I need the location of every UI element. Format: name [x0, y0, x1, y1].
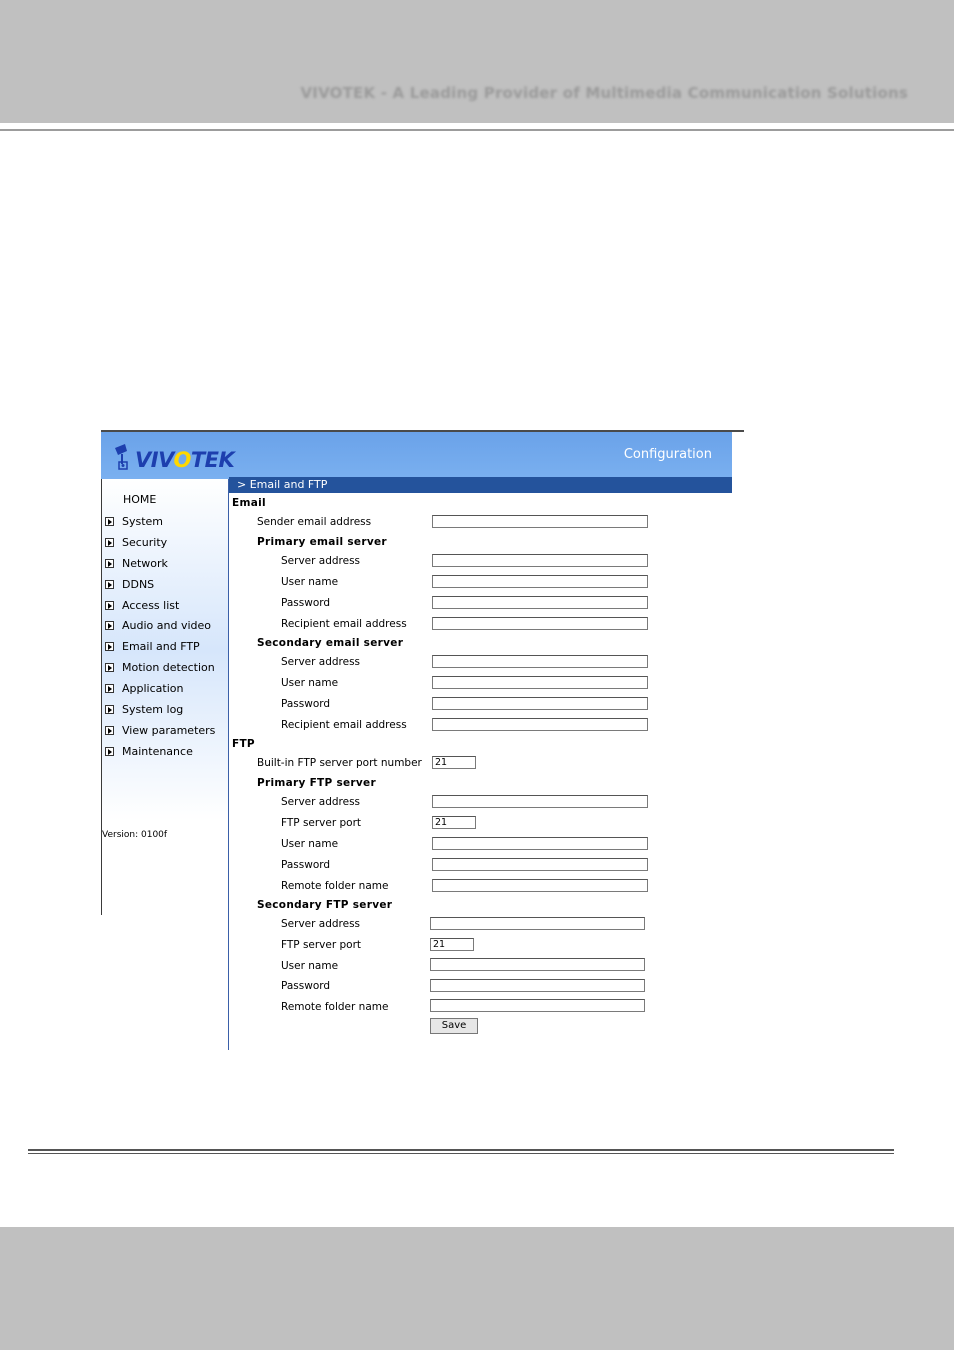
nav-item-ddns[interactable]	[105, 576, 154, 592]
primary-ftp-port-label: FTP server port	[281, 817, 362, 829]
footer-rule	[28, 1149, 894, 1151]
secondary-ftp-password-input[interactable]	[430, 979, 645, 992]
arrow-bullet-icon	[105, 705, 114, 714]
nav-item-network[interactable]	[105, 555, 168, 571]
secondary-email-password-input[interactable]	[432, 697, 648, 710]
primary-ftp-user-label: User name	[281, 838, 339, 850]
arrow-bullet-icon	[105, 538, 114, 547]
nav-label: Access list	[122, 598, 180, 612]
secondary-ftp-server-input[interactable]	[430, 917, 645, 930]
sender-email-label: Sender email address	[257, 516, 372, 528]
nav-label: View parameters	[122, 723, 216, 737]
camera-logo-icon	[113, 442, 135, 470]
primary-email-server-label: Server address	[281, 555, 361, 567]
ftp-heading: FTP	[232, 738, 255, 750]
secondary-email-user-input[interactable]	[432, 676, 648, 689]
secondary-ftp-password-label: Password	[281, 980, 331, 992]
nav-item-view-parameters[interactable]	[105, 722, 215, 738]
nav-item-access-list[interactable]	[105, 597, 179, 613]
secondary-recipient-label: Recipient email address	[281, 719, 407, 731]
primary-recipient-label: Recipient email address	[281, 618, 407, 630]
footer-rule-thin	[28, 1153, 894, 1154]
secondary-ftp-heading: Secondary FTP server	[257, 899, 393, 911]
primary-ftp-folder-input[interactable]	[432, 879, 648, 892]
section-title-bar: > Email and FTP	[229, 477, 732, 493]
nav-label: Security	[122, 535, 168, 549]
secondary-email-user-label: User name	[281, 677, 339, 689]
nav-label: DDNS	[122, 577, 155, 591]
page-header-band	[0, 0, 954, 123]
primary-email-password-input[interactable]	[432, 596, 648, 609]
arrow-bullet-icon	[105, 580, 114, 589]
builtin-ftp-port-label: Built-in FTP server port number	[257, 757, 422, 769]
banner-top-edge	[732, 430, 744, 432]
primary-email-heading: Primary email server	[257, 536, 387, 548]
secondary-email-password-label: Password	[281, 698, 331, 710]
arrow-bullet-icon	[105, 747, 114, 756]
sidebar	[101, 479, 228, 1050]
nav-label: Audio and video	[122, 618, 211, 632]
primary-ftp-server-label: Server address	[281, 796, 361, 808]
version-text: Version: 0100f	[102, 830, 168, 840]
arrow-bullet-icon	[105, 601, 114, 610]
nav-label: Application	[122, 681, 184, 695]
nav-label: Email and FTP	[122, 639, 200, 653]
primary-ftp-user-input[interactable]	[432, 837, 648, 850]
secondary-ftp-server-label: Server address	[281, 918, 361, 930]
header-title: VIVOTEK - A Leading Provider of Multimedia Communication Solutions	[300, 84, 908, 102]
arrow-bullet-icon	[105, 663, 114, 672]
secondary-email-heading: Secondary email server	[257, 637, 404, 649]
primary-email-user-label: User name	[281, 576, 339, 588]
secondary-ftp-port-input[interactable]: 21	[430, 938, 474, 951]
primary-ftp-server-input[interactable]	[432, 795, 648, 808]
arrow-bullet-icon	[105, 642, 114, 651]
primary-recipient-input[interactable]	[432, 617, 648, 630]
nav-label: Network	[122, 556, 168, 570]
primary-email-password-label: Password	[281, 597, 331, 609]
builtin-ftp-port-input[interactable]: 21	[432, 756, 476, 769]
nav-label: Motion detection	[122, 660, 215, 674]
secondary-ftp-user-input[interactable]	[430, 958, 645, 971]
secondary-ftp-folder-label: Remote folder name	[281, 1001, 389, 1013]
nav-item-security[interactable]	[105, 534, 167, 550]
email-heading: Email	[232, 497, 266, 509]
primary-ftp-folder-label: Remote folder name	[281, 880, 389, 892]
page-footer-band	[0, 1227, 954, 1350]
sidebar-border	[228, 479, 229, 1050]
nav-home-link[interactable]: HOME	[123, 493, 157, 506]
nav-label: System log	[122, 702, 184, 716]
save-button[interactable]: Save	[430, 1018, 478, 1034]
banner	[101, 430, 732, 479]
sidebar-left-border	[101, 479, 102, 915]
secondary-recipient-input[interactable]	[432, 718, 648, 731]
secondary-email-server-label: Server address	[281, 656, 361, 668]
nav-item-system-log[interactable]	[105, 701, 183, 717]
arrow-bullet-icon	[105, 517, 114, 526]
nav-item-system[interactable]	[105, 513, 163, 529]
primary-ftp-password-input[interactable]	[432, 858, 648, 871]
nav-item-email-ftp[interactable]	[105, 638, 200, 654]
header-rule	[0, 129, 954, 131]
arrow-bullet-icon	[105, 726, 114, 735]
primary-ftp-password-label: Password	[281, 859, 331, 871]
primary-ftp-port-input[interactable]: 21	[432, 816, 476, 829]
configuration-label: Configuration	[623, 447, 712, 462]
nav-label: Maintenance	[122, 744, 193, 758]
primary-ftp-heading: Primary FTP server	[257, 777, 376, 789]
arrow-bullet-icon	[105, 559, 114, 568]
nav-item-maintenance[interactable]	[105, 743, 193, 759]
secondary-ftp-folder-input[interactable]	[430, 999, 645, 1012]
secondary-ftp-port-label: FTP server port	[281, 939, 362, 951]
nav-item-motion-detection[interactable]	[105, 659, 215, 675]
nav-item-application[interactable]	[105, 680, 183, 696]
nav-item-audio-video[interactable]	[105, 617, 211, 633]
primary-email-server-input[interactable]	[432, 554, 648, 567]
secondary-email-server-input[interactable]	[432, 655, 648, 668]
arrow-bullet-icon	[105, 621, 114, 630]
nav-label: System	[122, 514, 164, 528]
secondary-ftp-user-label: User name	[281, 960, 339, 972]
logo-text: VIVOTEK	[135, 448, 235, 472]
primary-email-user-input[interactable]	[432, 575, 648, 588]
config-window	[101, 430, 744, 1050]
arrow-bullet-icon	[105, 684, 114, 693]
vivotek-logo	[113, 442, 233, 472]
sender-email-input[interactable]	[432, 515, 648, 528]
